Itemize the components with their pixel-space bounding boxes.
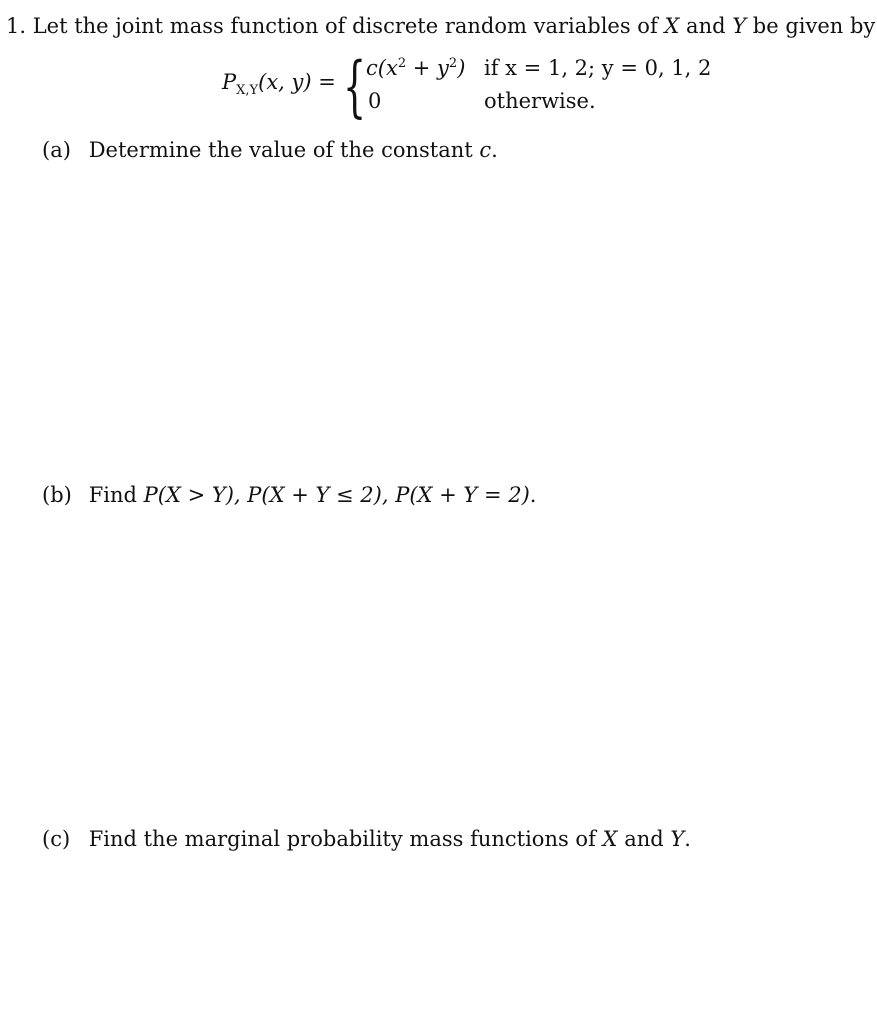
variable-y: Y	[732, 14, 747, 38]
part-c-label: (c)	[42, 827, 71, 851]
part-a-tail: .	[491, 138, 498, 162]
case1-suffix: )	[457, 56, 466, 80]
part-c	[42, 826, 691, 852]
part-b-label: (b)	[42, 483, 72, 507]
part-c-tail: .	[684, 827, 691, 851]
part-b-math: P(X > Y), P(X + Y ≤ 2), P(X + Y = 2)	[143, 483, 530, 507]
part-b-text: Find	[88, 483, 137, 507]
pmf-args: (x, y) =	[258, 70, 336, 94]
part-a-text: Determine the value of the constant	[88, 138, 473, 162]
problem-statement	[6, 13, 875, 39]
case1-mid: + y	[406, 56, 449, 80]
part-c-and: and	[624, 827, 664, 851]
case2-expression: 0	[368, 89, 382, 113]
case1-condition: if x = 1, 2; y = 0, 1, 2	[484, 56, 712, 80]
intro-tail: be given by	[752, 14, 876, 38]
and-word: and	[686, 14, 726, 38]
intro-text: Let the joint mass function of discrete random variables of	[32, 14, 658, 38]
part-c-math-x: X	[602, 827, 618, 851]
part-a-label: (a)	[42, 138, 71, 162]
part-a	[42, 137, 498, 163]
part-b-tail: .	[529, 483, 537, 507]
part-b	[42, 482, 536, 508]
case2-condition: otherwise.	[484, 89, 596, 113]
case1-exponent-2: 2	[448, 56, 458, 71]
pmf-lhs	[222, 69, 336, 98]
case1-exponent-1: 2	[397, 56, 407, 71]
case1-expression	[366, 55, 465, 81]
case1-prefix: c(x	[366, 56, 398, 80]
part-a-math: c	[479, 138, 492, 162]
cases-brace: {	[343, 48, 367, 125]
variable-x: X	[664, 14, 680, 38]
pmf-symbol: P	[222, 70, 237, 94]
part-c-text: Find the marginal probability mass functions of	[88, 827, 596, 851]
part-c-math-y: Y	[670, 827, 685, 851]
pmf-subscript: X,Y	[236, 83, 259, 98]
problem-number: 1.	[6, 14, 27, 38]
